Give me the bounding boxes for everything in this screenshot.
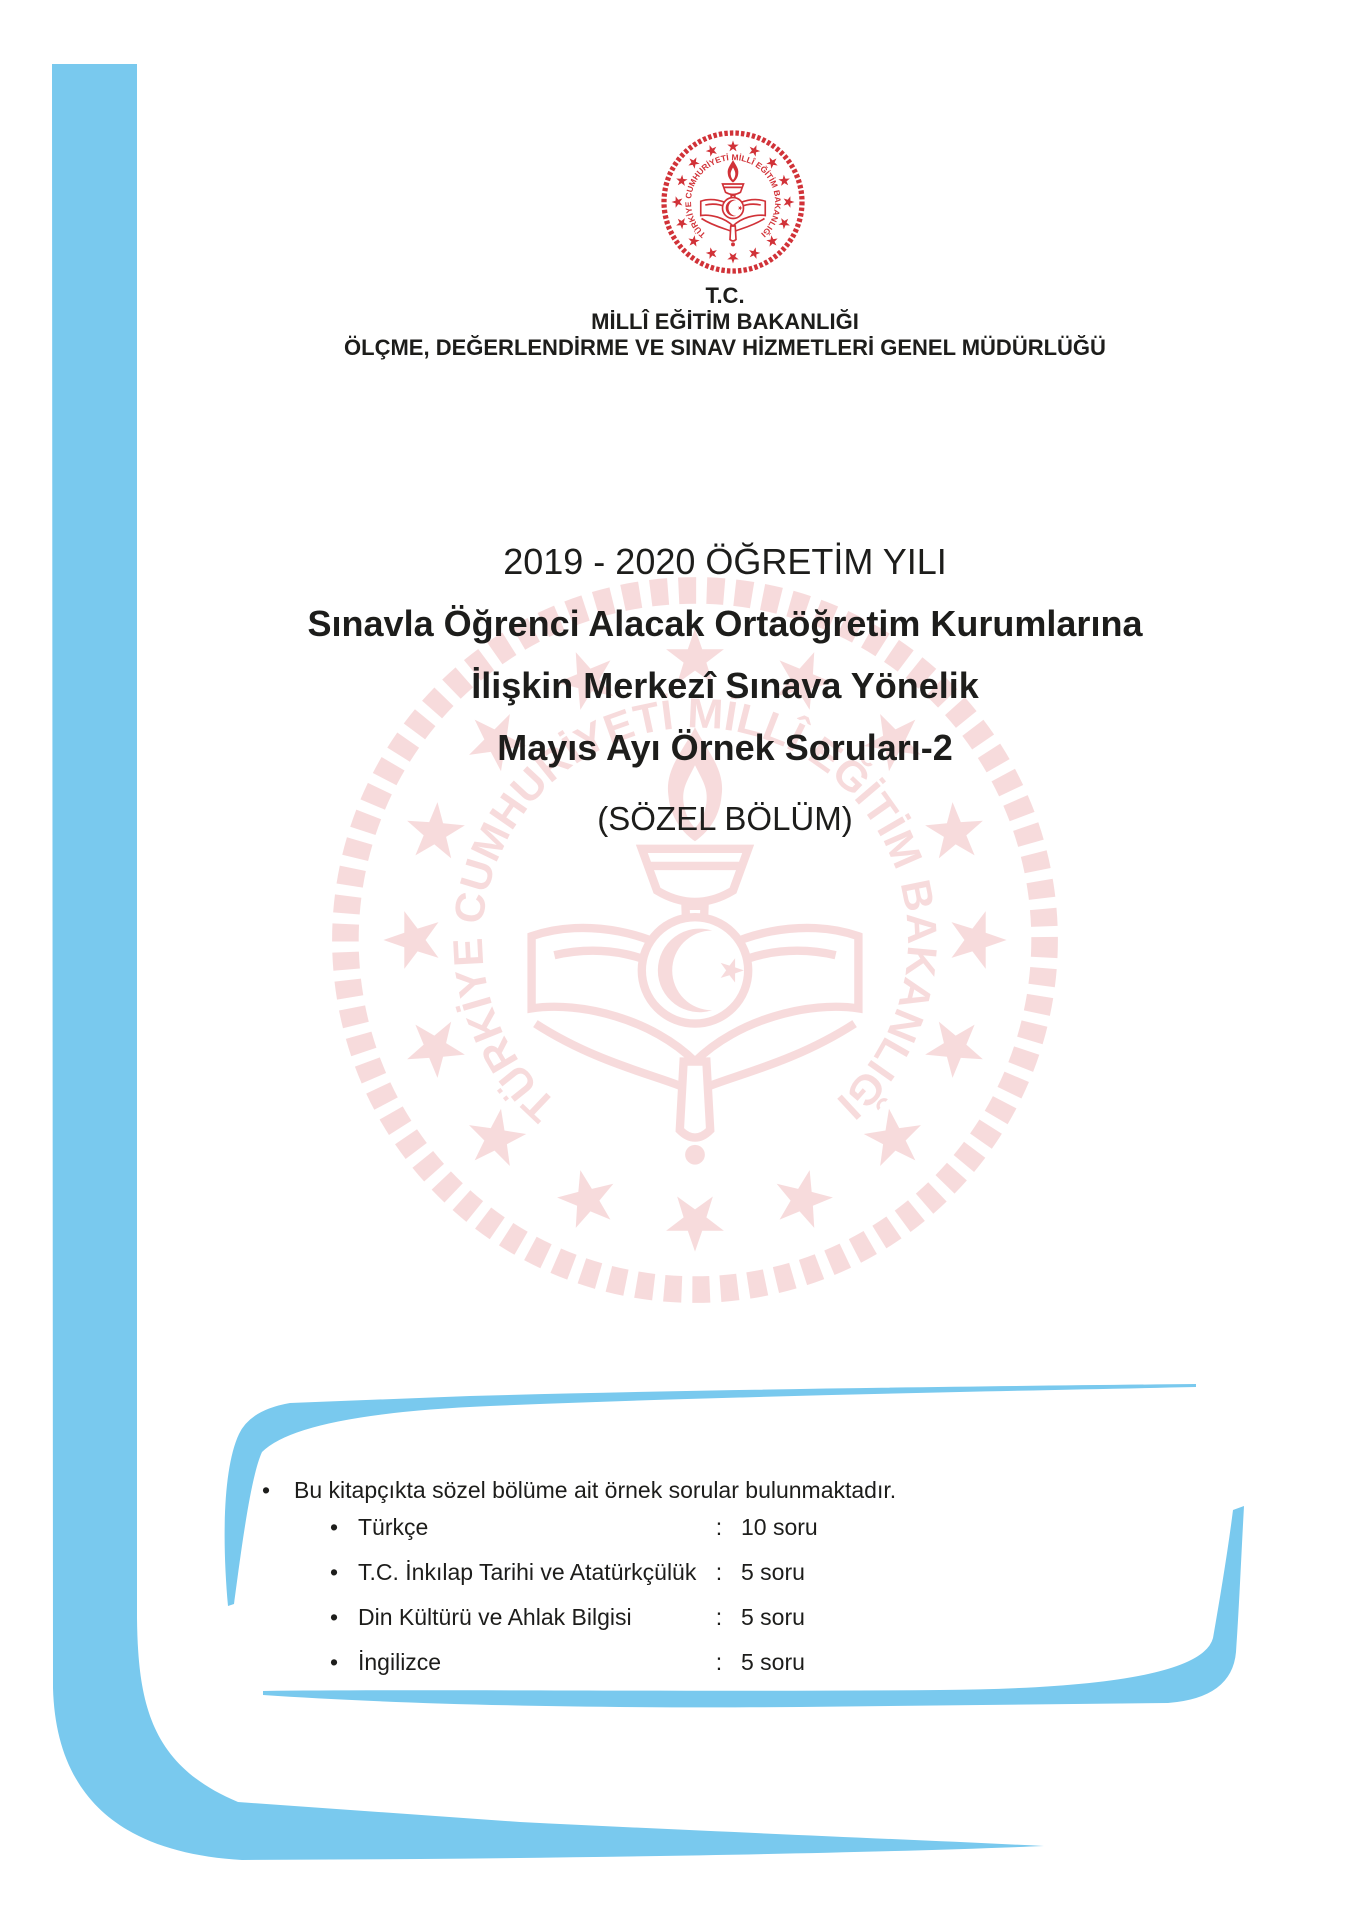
subject-colon: : [715, 1559, 723, 1585]
subject-colon: : [715, 1649, 723, 1675]
subject-label: İngilizce [358, 1649, 442, 1675]
academic-year-title: 2019 - 2020 ÖĞRETİM YILI [503, 541, 947, 582]
exam-title-line-1: Sınavla Öğrenci Alacak Ortaöğretim Kurumlarına [307, 603, 1143, 644]
republic-abbreviation: T.C. [705, 283, 745, 308]
section-label: (SÖZEL BÖLÜM) [597, 800, 853, 837]
subject-question-count: 5 soru [741, 1649, 805, 1675]
subject-label: Din Kültürü ve Ahlak Bilgisi [358, 1604, 632, 1630]
bullet-icon: • [330, 1559, 339, 1585]
subject-question-count: 5 soru [741, 1604, 805, 1630]
info-intro-text: Bu kitapçıkta sözel bölüme ait örnek sorular bulunmaktadır. [294, 1477, 897, 1503]
subject-question-count: 5 soru [741, 1559, 805, 1585]
bullet-icon: • [330, 1604, 339, 1630]
subject-colon: : [715, 1604, 723, 1630]
subject-label: T.C. İnkılap Tarihi ve Atatürkçülük [358, 1559, 697, 1585]
info-intro-row [0, 1477, 1358, 1505]
subject-row [0, 1649, 1358, 1677]
subject-question-count: 10 soru [741, 1514, 818, 1540]
bullet-icon: • [330, 1514, 339, 1540]
bullet-icon: • [330, 1649, 339, 1675]
ministry-name: MİLLÎ EĞİTİM BAKANLIĞI [591, 309, 859, 334]
subject-row [0, 1514, 1358, 1542]
exam-title-line-2: İlişkin Merkezî Sınava Yönelik [471, 665, 979, 706]
subject-row [0, 1559, 1358, 1587]
bullet-icon: • [262, 1477, 271, 1503]
subject-label: Türkçe [358, 1514, 429, 1540]
subject-row [0, 1604, 1358, 1632]
subject-colon: : [715, 1514, 723, 1540]
directorate-name: ÖLÇME, DEĞERLENDİRME VE SINAV HİZMETLERİ GENEL MÜDÜRLÜĞÜ [344, 335, 1106, 360]
exam-title-line-3: Mayıs Ayı Örnek Soruları-2 [497, 727, 953, 768]
ministry-seal-logo [658, 127, 808, 277]
